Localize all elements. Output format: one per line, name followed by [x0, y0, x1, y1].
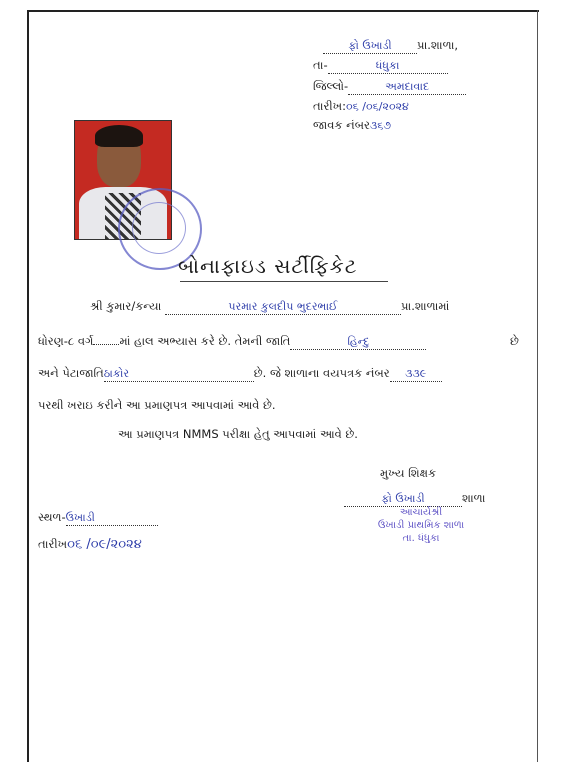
- header-school-line: [323, 38, 458, 54]
- principal-stamp-line-3: તા. ધંધુકા: [402, 533, 440, 544]
- footer-place-line: [38, 510, 158, 526]
- signature-school-suffix: શાળા: [462, 491, 486, 505]
- principal-stamp-line-2: ઉખાડી પ્રાથમિક શાળા: [377, 520, 465, 531]
- header-school-name: ફો ઉખાડી: [323, 39, 417, 54]
- footer-date-line: [38, 537, 142, 552]
- body-line-5: આ પ્રમાણપત્ર NMMS પરીક્ષા હેતુ આપવામાં આવે છે.: [118, 427, 358, 441]
- certificate-title: બોનાફાઇડ સર્ટીફિકેટ: [178, 254, 358, 278]
- student-name-value: પરમાર કુલદીપ ભુદરભાઈ: [165, 300, 401, 315]
- body-line-2: [38, 334, 426, 350]
- principal-stamp-line-1: આચાર્યશ્રી: [399, 507, 443, 518]
- header-district-line: [313, 79, 466, 95]
- line2-suffix: છે: [510, 334, 519, 348]
- principal-stamp: [362, 506, 480, 545]
- header-district-value: અમદાવાદ: [348, 80, 466, 95]
- line3-mid: છે. જે શાળાના વયપત્રક નંબર: [253, 366, 390, 380]
- header-outward-label: જાવક નંબર: [313, 118, 370, 132]
- line2-prefix: ધોરણ-૮ વર્ગ: [38, 334, 94, 348]
- register-number-value: ૩૩૯: [390, 367, 442, 382]
- header-school-suffix: પ્રા.શાળા,: [417, 38, 459, 52]
- footer-date-label: તારીખ: [38, 537, 68, 551]
- footer-place-label: સ્થળ-: [38, 510, 66, 524]
- header-outward-value: ૩૬૭: [369, 119, 392, 132]
- header-date-line: [313, 99, 409, 114]
- footer-place-value: ઉખાડી: [66, 511, 158, 526]
- header-outward-line: [313, 118, 391, 133]
- signature-school-line: [344, 491, 485, 507]
- page-border-top: [27, 10, 539, 12]
- header-taluka-value: ધંધુકા: [328, 59, 448, 74]
- page-border-right: [537, 10, 538, 762]
- body-line-1: [90, 299, 449, 315]
- photo-hair: [95, 125, 143, 147]
- line2-mid: માં હાલ અભ્યાસ કરે છે. તેમની જાતિ: [119, 334, 291, 348]
- title-underline: [180, 281, 388, 282]
- class-division-blank: [93, 344, 119, 345]
- header-taluka-label: તા-: [313, 58, 328, 72]
- header-date-label: તારીખ:: [313, 99, 347, 113]
- footer-date-value: ૦૬ /૦૯/૨૦૨૪: [67, 537, 142, 552]
- caste-value: હિન્દુ: [290, 335, 426, 350]
- signature-school-value: ફો ઉખાડી: [344, 492, 462, 507]
- body-line-3: [38, 366, 442, 382]
- header-taluka-line: [313, 58, 448, 74]
- subcaste-value: ઠાકોર: [104, 367, 254, 382]
- line1-prefix: શ્રી કુમાર/કન્યા: [90, 299, 162, 313]
- page-border-left: [27, 10, 29, 762]
- header-date-value: ૦૬ /૦૬/૨૦૨૪: [346, 100, 409, 113]
- line1-suffix: પ્રા.શાળામાં: [400, 299, 450, 313]
- body-line-4: પરથી ખરાઇ કરીને આ પ્રમાણપત્ર આપવામાં આવે છે.: [38, 398, 276, 412]
- header-district-label: જિલ્લો-: [313, 79, 349, 93]
- line3-prefix: અને પેટાજાતિ: [38, 366, 104, 380]
- signature-title: મુખ્ય શિક્ષક: [380, 466, 437, 480]
